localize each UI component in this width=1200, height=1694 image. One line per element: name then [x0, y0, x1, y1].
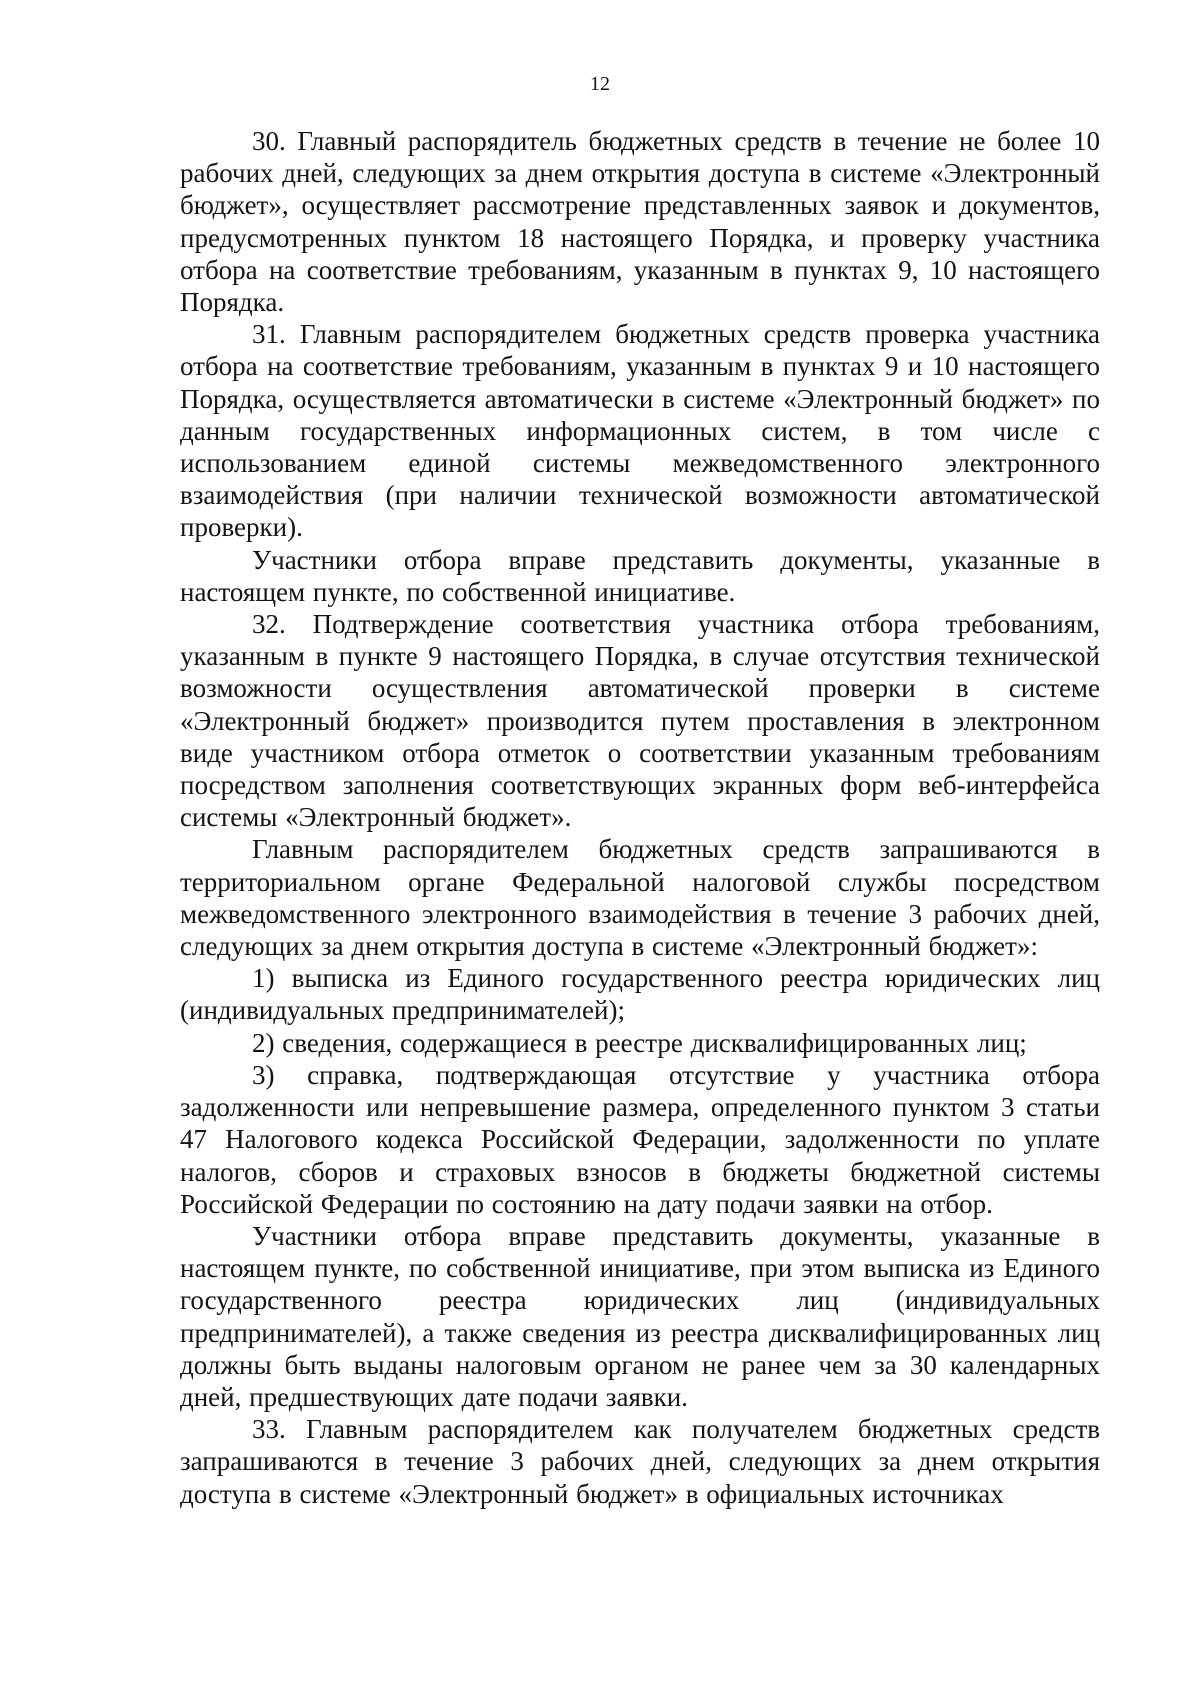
list-item-2: 2) сведения, содержащиеся в реестре дисквалифицированных лиц;	[252, 1027, 1027, 1058]
paragraph-32-request: Главным распорядителем бюджетных средств запрашиваются в территориальном органе Федеральной налоговой службы посредством межведомственного электронного взаимодействия в течение 3 рабочих дней, следующих за днем открытия доступа в системе «Электронный бюджет»:	[180, 834, 1100, 962]
page-number: 12	[590, 73, 610, 95]
paragraph-32: 32. Подтверждение соответствия участника отбора требованиям, указанным в пункте 9 настоящего Порядка, в случае отсутствия технической возможности осуществления автоматической проверки в системе «Электронный бюджет» производится путем проставления в электронном виде участником отбора отметок о соответствии указанным требованиям посредством заполнения соответствующих экранных форм веб-интерфейса системы «Электронный бюджет».	[180, 609, 1100, 833]
paragraph-32-note: Участники отбора вправе представить документы, указанные в настоящем пункте, по собственной инициативе, при этом выписка из Единого государственного реестра юридических лиц (индивидуальных предпринимателей), а также сведения из реестра дисквалифицированных лиц должны быть выданы налоговым органом не ранее чем за 30 календарных дней, предшествующих дате подачи заявки.	[180, 1220, 1100, 1412]
paragraph-33: 33. Главным распорядителем как получателем бюджетных средств запрашиваются в течение 3 рабочих дней, следующих за днем открытия доступа в системе «Электронный бюджет» в официальных источниках	[180, 1414, 1100, 1509]
list-item-3: 3) справка, подтверждающая отсутствие у участника отбора задолженности или непревышение размера, определенного пунктом 3 статьи 47 Налогового кодекса Российской Федерации, задолженности по уплате налогов, сборов и страховых взносов в бюджеты бюджетной системы Российской Федерации по состоянию на дату подачи заявки на отбор.	[180, 1059, 1100, 1219]
paragraph-31-note: Участники отбора вправе представить документы, указанные в настоящем пункте, по собственной инициативе.	[180, 544, 1100, 607]
list-item-1: 1) выписка из Единого государственного реестра юридических лиц (индивидуальных предпринимателей);	[180, 963, 1100, 1026]
document-body	[180, 125, 1100, 1510]
paragraph-31: 31. Главным распорядителем бюджетных средств проверка участника отбора на соответствие требованиям, указанным в пунктах 9 и 10 настоящего Порядка, осуществляется автоматически в системе «Электронный бюджет» по данным государственных информационных систем, в том числе с использованием единой системы межведомственного электронного взаимодействия (при наличии технической возможности автоматической проверки).	[180, 319, 1100, 543]
paragraph-30: 30. Главный распорядитель бюджетных средств в течение не более 10 рабочих дней, следующих за днем открытия доступа в системе «Электронный бюджет», осуществляет рассмотрение представленных заявок и документов, предусмотренных пунктом 18 настоящего Порядка, и проверку участника отбора на соответствие требованиям, указанным в пунктах 9, 10 настоящего Порядка.	[180, 126, 1100, 318]
